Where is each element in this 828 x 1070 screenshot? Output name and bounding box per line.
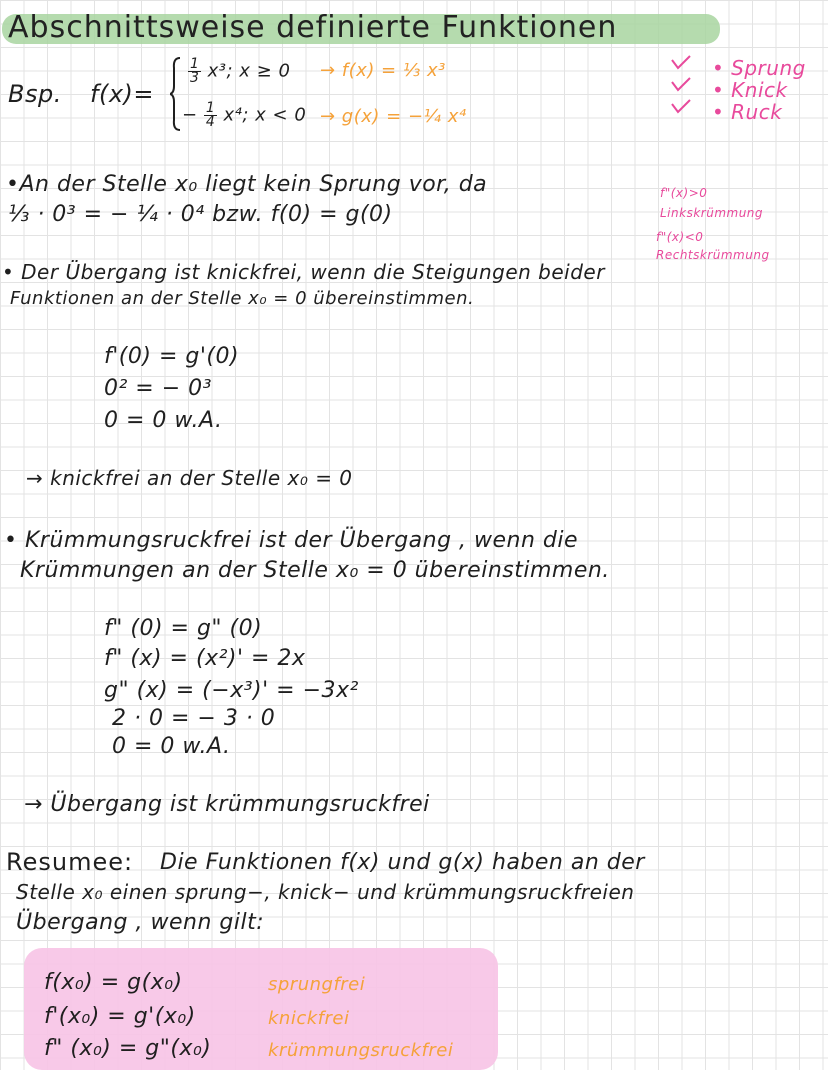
kruemmung-eq1: f" (0) = g" (0): [104, 616, 263, 641]
knick-line1: • Der Übergang ist knickfrei, wenn die Steigungen beider: [2, 260, 605, 284]
kruemmung-eq5: 0 = 0 w.A.: [112, 734, 231, 759]
side-item-sprung: • Sprung: [712, 56, 806, 80]
resume-cond-label-3: krümmungsruckfrei: [268, 1040, 454, 1061]
resume-line2: Stelle x₀ einen sprung−, knick− und krümmungsruckfreien: [16, 880, 635, 904]
case2: − $\frac{1}{4}$ x⁴; x < 0: [182, 100, 307, 130]
case2-term: x⁴; x < 0: [223, 104, 307, 126]
resume-line3: Übergang , wenn gilt:: [16, 910, 265, 935]
kruemmung-line2: Krümmungen an der Stelle x₀ = 0 übereinstimmen.: [20, 558, 610, 583]
knick-line2: Funktionen an der Stelle x₀ = 0 übereinstimmen.: [10, 288, 475, 309]
side-note-line3: f"(x)<0: [656, 230, 704, 244]
side-item-ruck: • Ruck: [712, 100, 783, 124]
side-item-knick: • Knick: [712, 78, 788, 102]
case1-term: x³; x ≥ 0: [207, 60, 291, 82]
case1-fraction: $\frac{1}{3}$: [190, 56, 200, 86]
resume-line1: Die Funktionen f(x) und g(x) haben an der: [160, 850, 645, 875]
side-note-line1: f"(x)>0: [660, 186, 708, 200]
resume-cond-eq-3: f" (x₀) = g"(x₀): [44, 1036, 212, 1061]
page-title: Abschnittsweise definierte Funktionen: [8, 10, 618, 45]
kruemmung-eq4: 2 · 0 = − 3 · 0: [112, 706, 276, 731]
example-label: Bsp.: [8, 80, 62, 108]
side-note-line2: Linkskrümmung: [660, 206, 764, 220]
sprung-line2: ⅓ · 0³ = − ¼ · 0⁴ bzw. f(0) = g(0): [8, 202, 393, 227]
knick-result: → knickfrei an der Stelle x₀ = 0: [26, 466, 353, 490]
kruemmung-eq2: f" (x) = (x²)' = 2x: [104, 646, 306, 671]
resume-cond-label-2: knickfrei: [268, 1008, 350, 1029]
case1: [188, 58, 290, 85]
resume-cond-eq-2: f'(x₀) = g'(x₀): [44, 1004, 196, 1029]
curly-brace: [170, 56, 182, 132]
case2-result: → g(x) = −¼ x⁴: [320, 106, 467, 127]
knick-eq2: 0² = − 0³: [104, 376, 212, 401]
kruemmung-result: → Übergang ist krümmungsruckfrei: [24, 792, 430, 817]
resume-cond-label-1: sprungfrei: [268, 974, 366, 995]
resume-cond-eq-1: f(x₀) = g(x₀): [44, 970, 183, 995]
case1-result: → f(x) = ⅓ x³: [320, 60, 446, 81]
case2-fraction: $\frac{1}{4}$: [205, 100, 216, 130]
example-fx: f(x)=: [90, 80, 154, 108]
sprung-line1: •An der Stelle x₀ liegt kein Sprung vor, da: [6, 172, 488, 197]
check-marks-icon: [668, 54, 698, 118]
kruemmung-eq3: g" (x) = (−x³)' = −3x²: [104, 678, 359, 703]
resume-label: Resumee:: [6, 848, 134, 876]
knick-eq1: f'(0) = g'(0): [104, 344, 240, 369]
knick-eq3: 0 = 0 w.A.: [104, 408, 223, 433]
kruemmung-line1: • Krümmungsruckfrei ist der Übergang , wenn die: [4, 528, 579, 553]
side-note-line4: Rechtskrümmung: [656, 248, 770, 262]
